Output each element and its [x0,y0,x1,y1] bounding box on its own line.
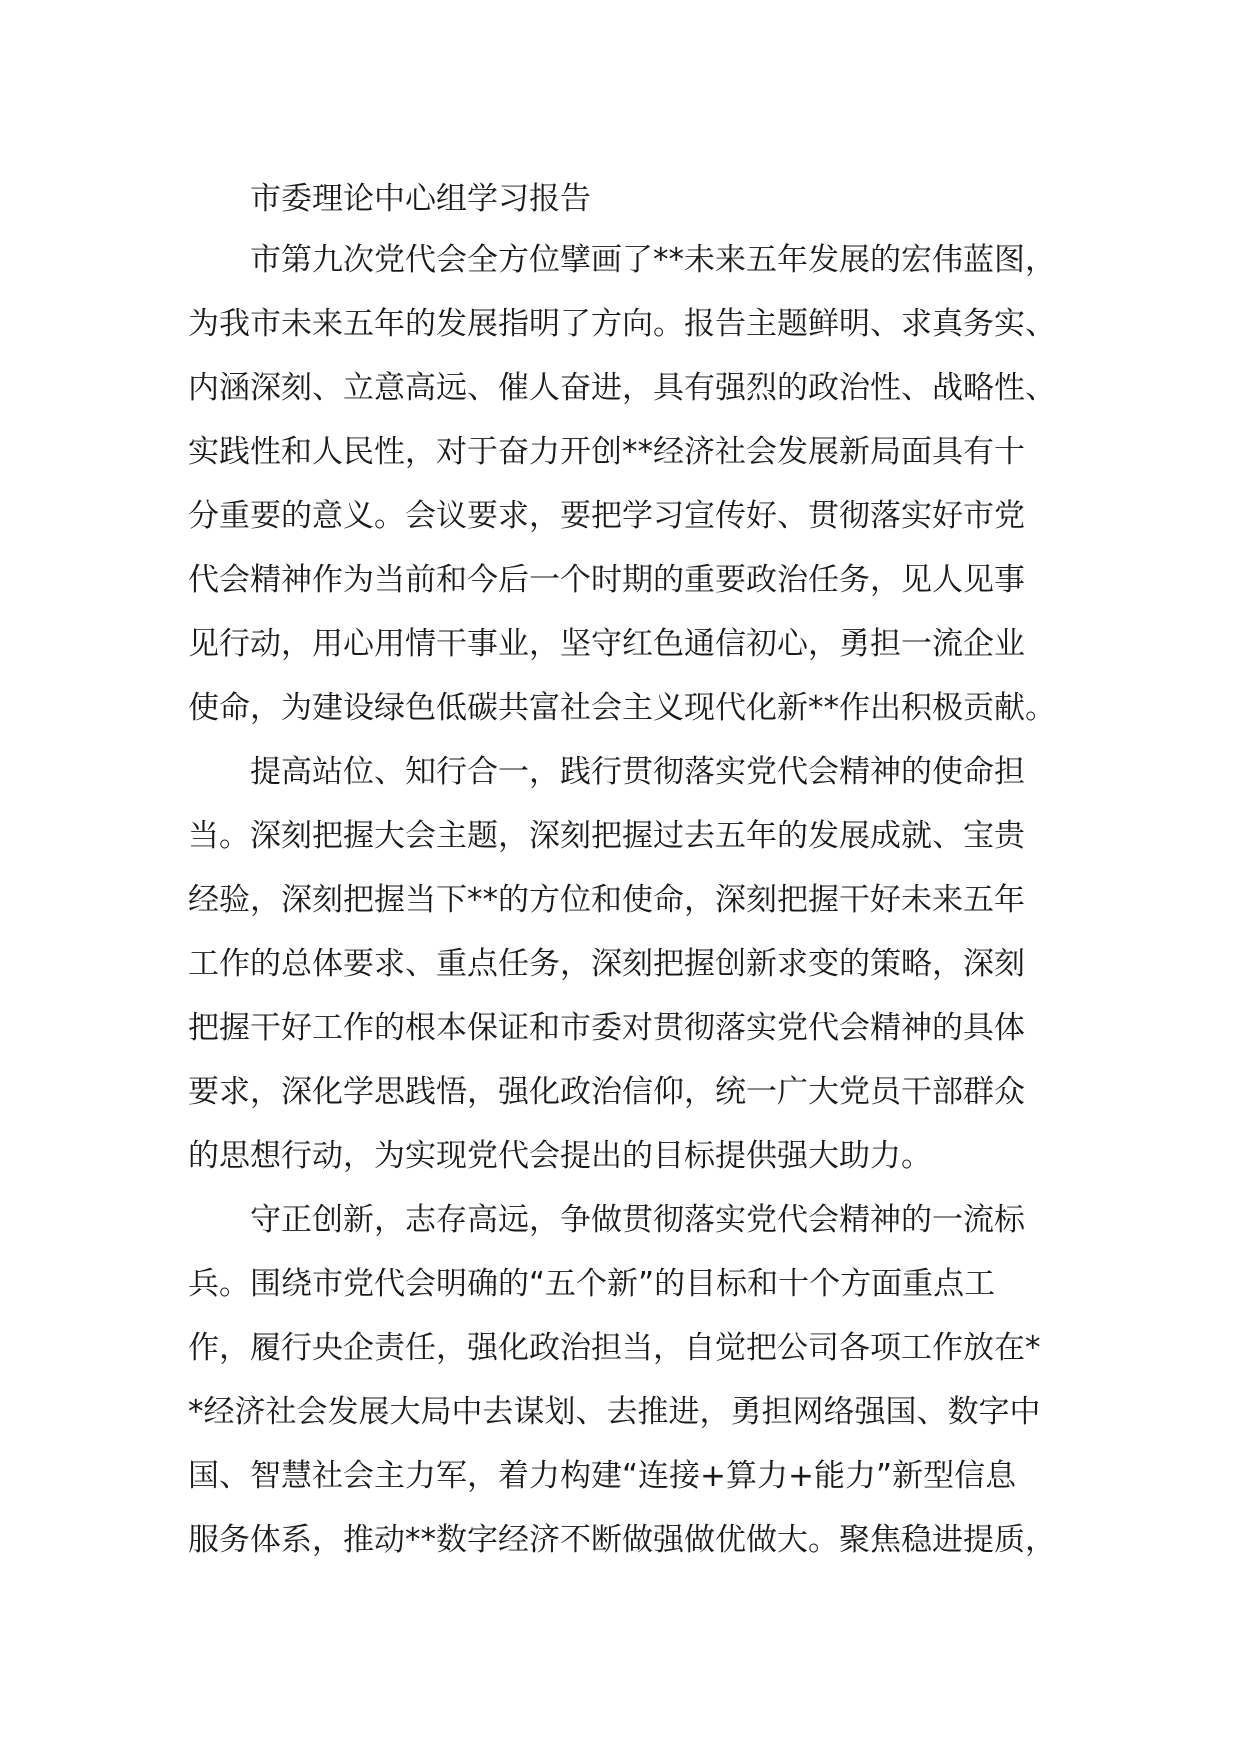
text-line: 代会精神作为当前和今后一个时期的重要政治任务，见人见事 [188,562,1025,598]
text-line: 要求，深化学思践悟，强化政治信仰，统一广大党员干部群众 [188,1074,1025,1110]
text-line: 分重要的意义。会议要求，要把学习宣传好、贯彻落实好市党 [188,498,1025,534]
text-line: 使命，为建设绿色低碳共富社会主义现代化新**作出积极贡献。 [188,690,1056,726]
text-line: 国、智慧社会主力军，着力构建“连接+算力+能力”新型信息 [188,1458,1017,1494]
document-body [188,170,1088,1572]
text-line: 市第九次党代会全方位擘画了**未来五年发展的宏伟蓝图， [250,242,1056,278]
text-line: 为我市未来五年的发展指明了方向。报告主题鲜明、求真务实、 [188,306,1056,342]
text-line: 见行动，用心用情干事业，坚守红色通信初心，勇担一流企业 [188,626,1025,662]
text-line: 兵。围绕市党代会明确的“五个新”的目标和十个方面重点工 [188,1266,996,1302]
document-title: 市委理论中心组学习报告 [250,181,591,217]
text-line: 服务体系，推动**数字经济不断做强做优做大。聚焦稳进提质， [188,1522,1056,1558]
text-line: 守正创新，志存高远，争做贯彻落实党代会精神的一流标 [250,1202,1025,1238]
text-line: 的思想行动，为实现党代会提出的目标提供强大助力。 [188,1138,932,1174]
text-line: *经济社会发展大局中去谋划、去推进，勇担网络强国、数字中 [188,1394,1041,1430]
text-line: 经验，深刻把握当下**的方位和使命，深刻把握干好未来五年 [188,882,1025,918]
text-line: 实践性和人民性，对于奋力开创**经济社会发展新局面具有十 [188,434,1025,470]
text-line: 内涵深刻、立意高远、催人奋进，具有强烈的政治性、战略性、 [188,370,1056,406]
text-line: 当。深刻把握大会主题，深刻把握过去五年的发展成就、宝贵 [188,818,1025,854]
text-line: 作，履行央企责任，强化政治担当，自觉把公司各项工作放在* [188,1330,1041,1366]
text-line: 提高站位、知行合一，践行贯彻落实党代会精神的使命担 [250,754,1025,790]
paragraph-2 [188,740,1088,1188]
text-line: 工作的总体要求、重点任务，深刻把握创新求变的策略，深刻 [188,946,1025,982]
text-line: 把握干好工作的根本保证和市委对贯彻落实党代会精神的具体 [188,1010,1025,1046]
paragraph-1 [188,228,1088,740]
paragraph-3 [188,1188,1088,1572]
